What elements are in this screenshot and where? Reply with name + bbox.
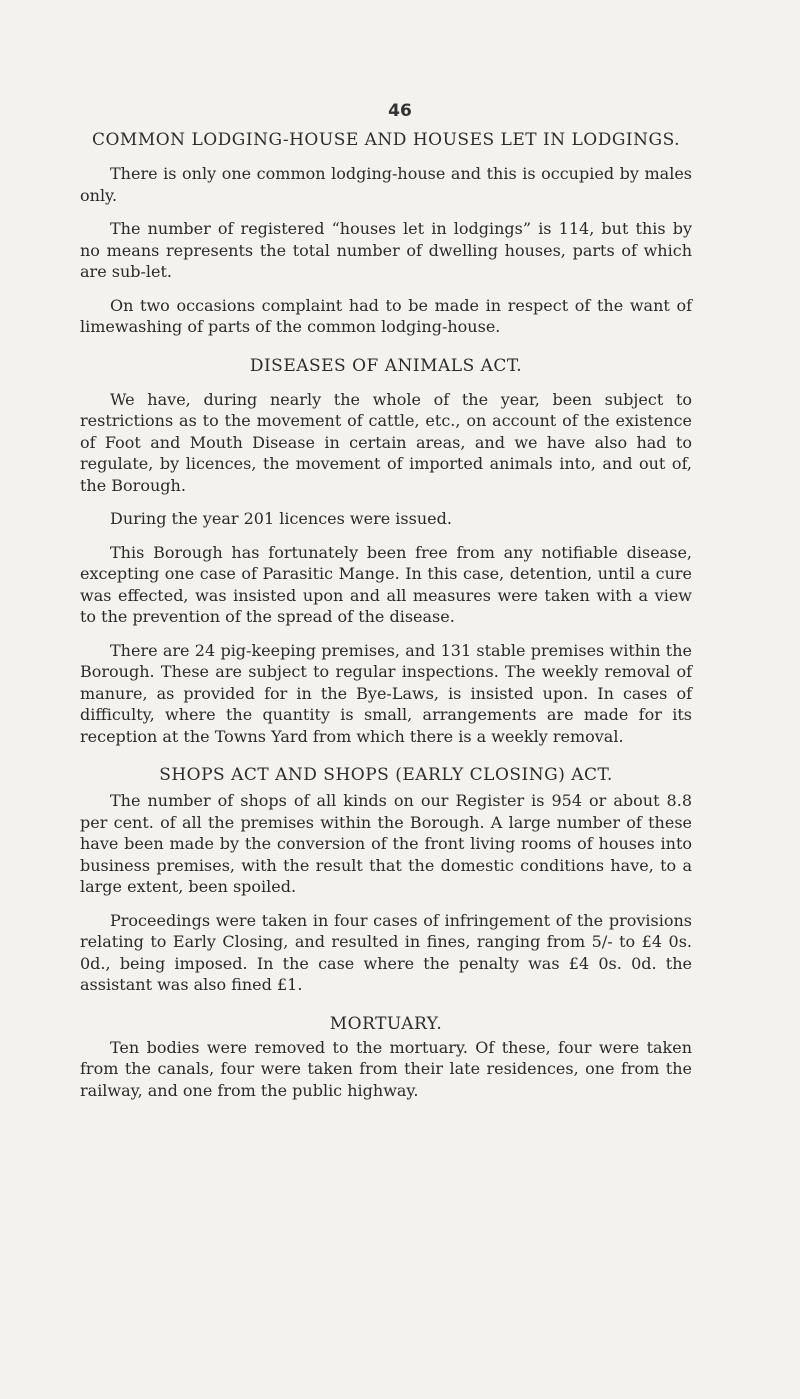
section-shops-act: [80, 765, 692, 996]
page-number: 46: [388, 101, 412, 121]
paragraph: The number of registered “houses let in lodgings” is 114, but this by no means represents the total number of dwelling houses, parts of which are sub-let.: [80, 219, 692, 281]
section-heading: MORTUARY.: [329, 1013, 443, 1034]
paragraph: This Borough has fortunately been free from any notifiable disease, excepting one case of Parasitic Mange. In this case, detention, until a cure was effected, was insisted upon and all measures were taken with a view to the prevention of the spread of the disease.: [80, 542, 692, 626]
section-heading: DISEASES OF ANIMALS ACT.: [249, 355, 523, 376]
paragraph: Proceedings were taken in four cases of infringement of the provisions relating to Early Closing, and resulted in fines, ranging from 5/- to £4 0s. 0d., being imposed. In the case where the penalty was £4 0s. 0d. the assistant was also fined £1.: [80, 910, 692, 994]
paragraph: There is only one common lodging-house and this is occupied by males only.: [80, 164, 692, 205]
section-diseases-of-animals: [80, 356, 692, 748]
paragraph: We have, during nearly the whole of the year, been subject to restrictions as to the movement of cattle, etc., on account of the existence of Foot and Mouth Disease in certain areas, and we have also had to regulate, by licences, the movement of imported animals into, and out of, the Borough.: [80, 389, 692, 495]
section-heading: SHOPS ACT AND SHOPS (EARLY CLOSING) ACT.: [159, 765, 613, 785]
section-common-lodging-house: [80, 130, 692, 338]
paragraph: During the year 201 licences were issued.: [110, 509, 452, 528]
page-body: [80, 130, 692, 1101]
paragraph: The number of shops of all kinds on our Register is 954 or about 8.8 per cent. of all the premises within the Borough. A large number of these have been made by the conversion of the front living rooms of houses into business premises, with the result that the domestic conditions have, to a large extent, been spoiled.: [80, 791, 692, 896]
paragraph: Ten bodies were removed to the mortuary. Of these, four were taken from the canals, four were taken from their late residences, one from the railway, and one from the public highway.: [80, 1037, 692, 1100]
paragraph: On two occasions complaint had to be made in respect of the want of limewashing of parts of the common lodging-house.: [80, 295, 692, 336]
section-heading: COMMON LODGING-HOUSE AND HOUSES LET IN LODGINGS.: [91, 130, 681, 150]
paragraph: There are 24 pig-keeping premises, and 131 stable premises within the Borough. These are subject to regular inspections. The weekly removal of manure, as provided for in the Bye-Laws, is insisted upon. In cases of difficulty, where the quantity is small, arrangements are made for its reception at the Towns Yard from which there is a weekly removal.: [80, 640, 692, 746]
section-mortuary: [80, 1014, 692, 1102]
